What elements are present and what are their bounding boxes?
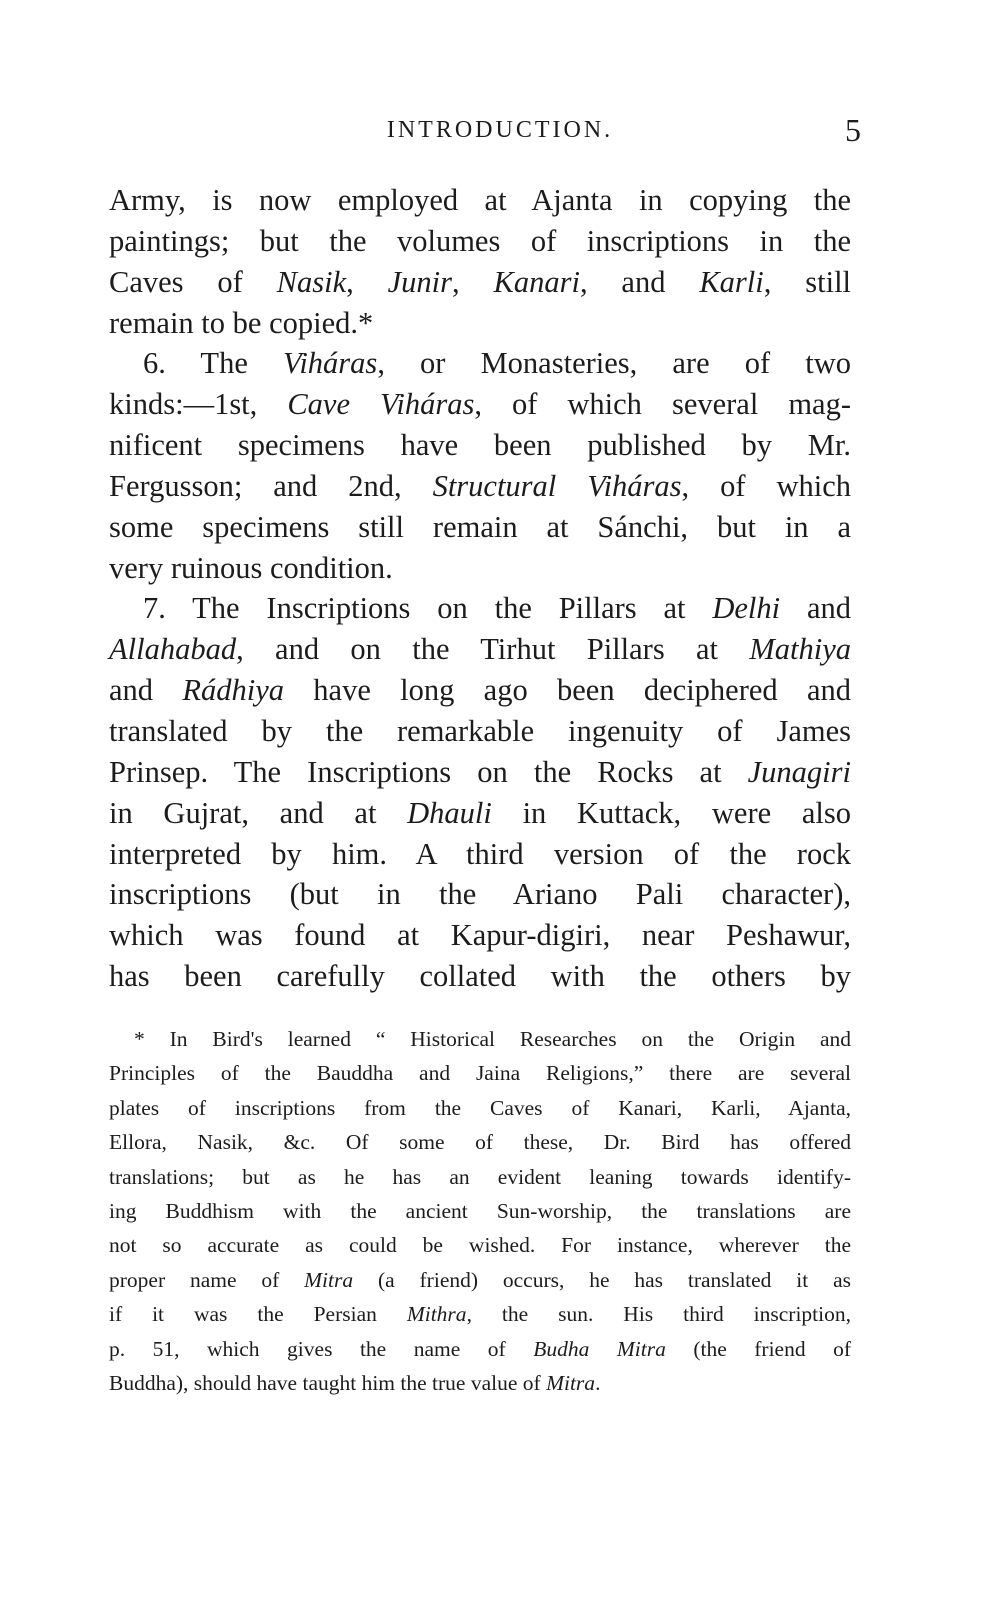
text-segment: translated by the remarkable ingenuity of James: [109, 713, 851, 748]
text-line: [109, 793, 851, 834]
text-line: [109, 507, 851, 548]
italic-text: Junir: [387, 264, 453, 299]
text-segment: * In Bird's learned “ Historical Researches on the Origin and: [134, 1027, 851, 1051]
footnote-line: [109, 1332, 851, 1366]
italic-text: Dhauli: [407, 795, 492, 830]
footnote-line: [109, 1228, 851, 1262]
text-segment: plates of inscriptions from the Caves of Kanari, Karli, Ajanta,: [109, 1095, 851, 1120]
text-segment: inscriptions (but in the Ariano Pali character),: [109, 877, 851, 912]
text-segment: some specimens still remain at Sánchi, but in a: [109, 509, 851, 544]
text-segment: translations; but as he has an evident leaning towards identify-: [109, 1164, 851, 1189]
text-line: [109, 752, 851, 793]
italic-text: Rádhiya: [182, 673, 284, 708]
text-segment: interpreted by him. A third version of the rock: [109, 836, 851, 871]
text-segment: (the friend of: [665, 1336, 852, 1361]
italic-text: Mathiya: [749, 632, 851, 667]
text-segment: Army, is now employed at Ajanta in copying the: [109, 183, 851, 217]
italic-text: Structural Viháras: [432, 468, 682, 503]
text-segment: ing Buddhism with the ancient Sun-worship, the translations are: [109, 1199, 851, 1224]
text-segment: paintings; but the volumes of inscriptions in the: [109, 223, 851, 258]
text-line: [109, 425, 851, 466]
text-segment: Principles of the Bauddha and Jaina Religions,” there are several: [109, 1061, 851, 1086]
text-segment: remain to be copied.*: [109, 305, 374, 340]
text-segment: .: [595, 1371, 601, 1396]
text-line: [109, 915, 851, 956]
footnote-line: [109, 1056, 851, 1090]
text-segment: and: [109, 673, 183, 708]
italic-text: Viháras: [282, 346, 378, 381]
text-segment: , of which: [681, 468, 852, 503]
footnote-line: [109, 1297, 851, 1331]
text-segment: ,: [346, 264, 388, 299]
text-line: [109, 221, 851, 262]
text-segment: and: [780, 591, 851, 626]
text-line: [109, 629, 851, 670]
footnote-line: [109, 1194, 851, 1228]
text-segment: nificent specimens have been published by Mr.: [109, 428, 851, 463]
text-segment: Caves of: [109, 264, 277, 299]
text-line: [109, 956, 851, 997]
text-line: [109, 262, 851, 303]
text-segment: , and: [579, 264, 700, 299]
text-line: [109, 711, 851, 752]
text-line: [109, 180, 851, 221]
italic-text: Delhi: [712, 591, 781, 626]
text-segment: not so accurate as could be wished. For instance, wherever the: [109, 1233, 851, 1258]
footnote-line: [109, 1366, 851, 1400]
text-segment: in Kuttack, were also: [491, 795, 851, 830]
text-segment: has been carefully collated with the others by: [109, 959, 851, 994]
text-segment: Prinsep. The Inscriptions on the Rocks at: [109, 754, 748, 789]
text-segment: , still: [763, 264, 852, 299]
text-segment: p. 51, which gives the name of: [109, 1336, 534, 1361]
italic-text: Karli: [699, 264, 764, 299]
footnote-line: [109, 1091, 851, 1125]
text-line: [109, 670, 851, 711]
italic-text: Cave Viháras: [287, 387, 475, 422]
footnote-line: [109, 1022, 851, 1056]
text-segment: , the sun. His third inscription,: [466, 1302, 851, 1327]
text-segment: proper name of: [109, 1267, 305, 1292]
italic-text: Nasik: [276, 264, 347, 299]
running-header: INTRODUCTION.: [386, 117, 614, 143]
text-segment: if it was the Persian: [109, 1302, 407, 1327]
footnote-line: [109, 1160, 851, 1194]
italic-text: Junagiri: [747, 754, 851, 789]
text-line: [109, 343, 851, 384]
text-line: [109, 384, 851, 425]
text-segment: which was found at Kapur-digiri, near Peshawur,: [109, 918, 851, 953]
text-segment: Buddha), should have taught him the true value of: [109, 1371, 547, 1396]
text-segment: in Gujrat, and at: [109, 795, 408, 830]
italic-text: Mitra: [304, 1267, 354, 1292]
text-segment: very ruinous condition.: [109, 550, 393, 585]
text-segment: kinds:—1st,: [109, 387, 288, 422]
text-segment: Fergusson; and 2nd,: [109, 468, 433, 503]
text-segment: 6. The: [143, 346, 283, 381]
text-segment: , of which several mag-: [474, 387, 851, 422]
italic-text: Mithra: [406, 1302, 467, 1327]
text-segment: ,: [452, 264, 494, 299]
text-segment: Ellora, Nasik, &c. Of some of these, Dr. Bird has offered: [109, 1130, 851, 1155]
text-line: [109, 548, 851, 589]
text-line: [109, 588, 851, 629]
italic-text: Mitra: [546, 1371, 596, 1396]
text-segment: 7. The Inscriptions on the Pillars at: [143, 591, 713, 626]
body-text: [109, 180, 851, 997]
page-number: 5: [845, 112, 861, 148]
italic-text: Budha Mitra: [533, 1336, 666, 1361]
text-segment: , and on the Tirhut Pillars at: [236, 632, 750, 667]
text-segment: (a friend) occurs, he has translated it as: [353, 1267, 851, 1292]
text-line: [109, 466, 851, 507]
footnote: [109, 1022, 851, 1400]
text-segment: , or Monasteries, are of two: [377, 346, 851, 381]
footnote-line: [109, 1125, 851, 1159]
italic-text: Allahabad: [109, 632, 237, 667]
text-segment: have long ago been deciphered and: [284, 673, 851, 708]
italic-text: Kanari: [493, 264, 580, 299]
text-line: [109, 874, 851, 915]
text-line: [109, 303, 851, 344]
footnote-line: [109, 1263, 851, 1297]
text-line: [109, 834, 851, 875]
